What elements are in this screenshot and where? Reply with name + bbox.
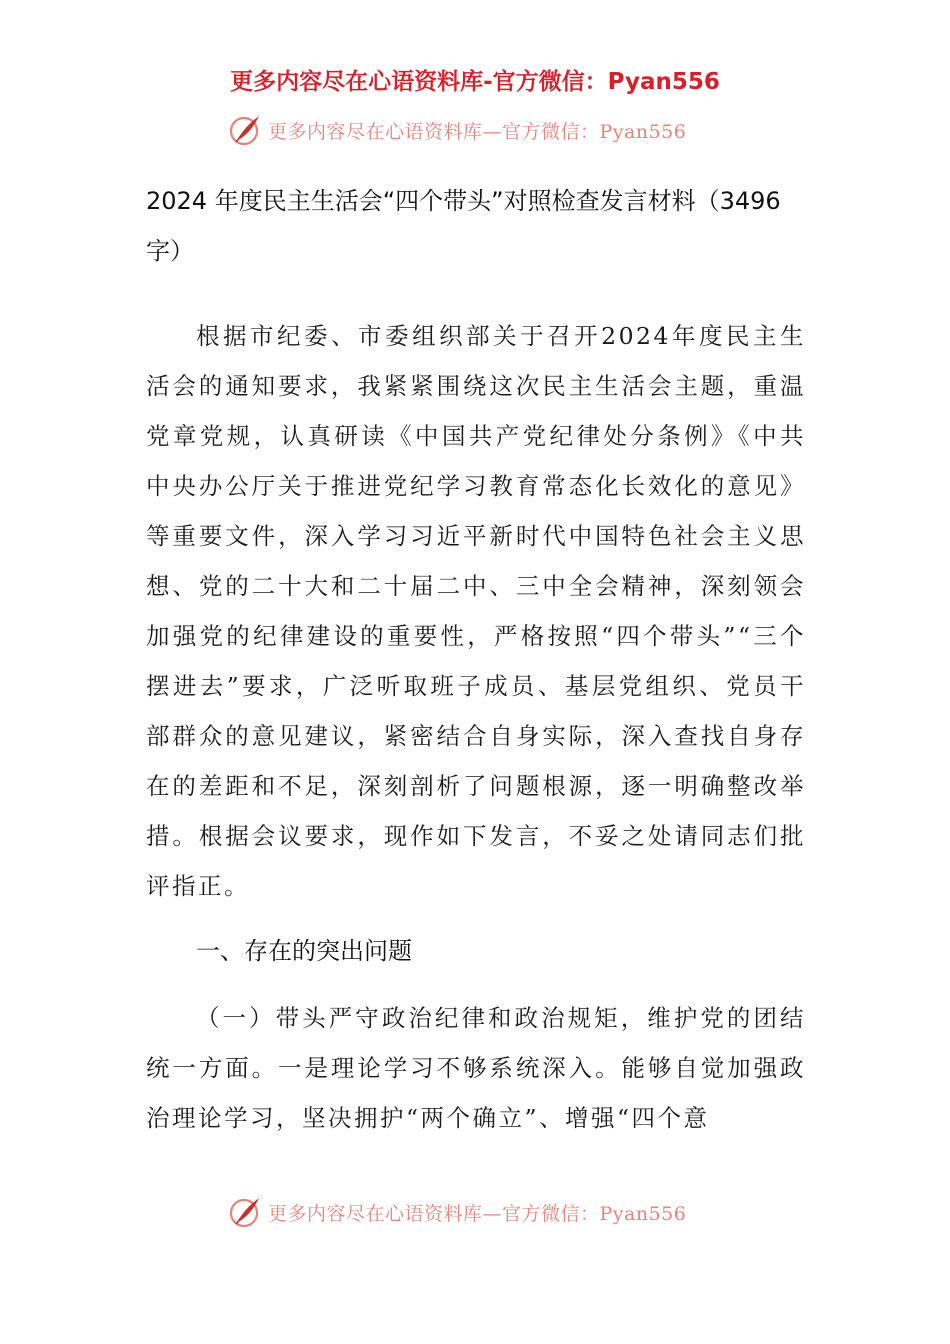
watermark-header — [228, 110, 748, 150]
top-banner: 更多内容尽在心语资料库-官方微信：Pyan556 — [230, 69, 720, 95]
watermark-text: 更多内容尽在心语资料库—官方微信：Pyan556 — [268, 1202, 687, 1225]
section-paragraph: （一）带头严守政治纪律和政治规矩，维护党的团结统一方面。一是理论学习不够系统深入。能够自觉加强政治理论学习，坚决拥护“两个确立”、增强“四个意 — [146, 1004, 806, 1132]
page-title: 2024 年度民主生活会“四个带头”对照检查发言材料（3496 字） — [146, 187, 781, 265]
section-heading: 一、存在的突出问题 — [196, 937, 412, 965]
feather-quill-logo-icon — [228, 1194, 264, 1230]
intro-paragraph: 根据市纪委、市委组织部关于召开2024年度民主生活会的通知要求，我紧紧围绕这次民主生活会主题，重温党章党规，认真研读《中国共产党纪律处分条例》《中共中央办公厅关于推进党纪学习教育常态化长效化的意见》等重要文件，深入学习习近平新时代中国特色社会主义思想、党的二十大和二十届二中、三中全会精神，深刻领会加强党的纪律建设的重要性，严格按照“四个带头”“三个摆进去”要求，广泛听取班子成员、基层党组织、党员干部群众的意见建议，紧密结合自身实际，深入查找自身存在的差距和不足，深刻剖析了问题根源，逐一明确整改举措。根据会议要求，现作如下发言，不妥之处请同志们批评指正。 — [146, 322, 806, 900]
watermark-text: 更多内容尽在心语资料库—官方微信：Pyan556 — [268, 120, 687, 143]
watermark-footer — [228, 1192, 748, 1232]
feather-quill-logo-icon — [228, 112, 264, 148]
